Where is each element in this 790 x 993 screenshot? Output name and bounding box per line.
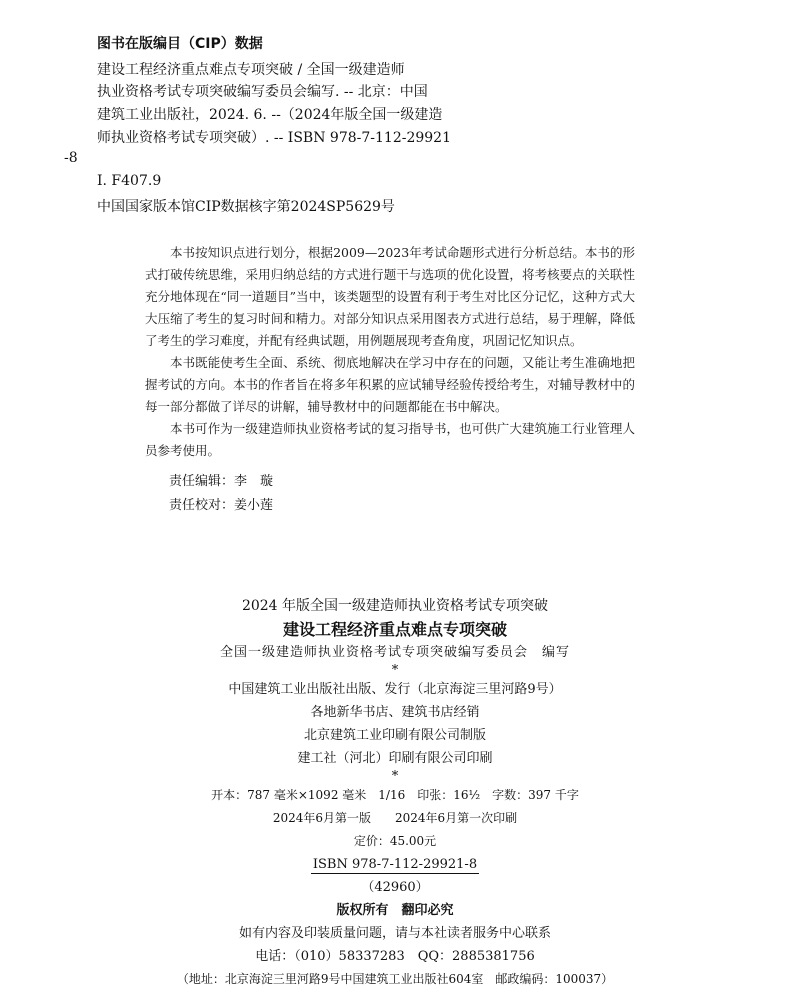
distributor: 各地新华书店、建筑书店经销	[310, 705, 480, 720]
summary-paragraph-3: 本书可作为一级建造师执业资格考试的复习指导书，也可供广大建筑施工行业管理人员参考使用。	[145, 421, 635, 458]
contact-phone: 电话：（010）58337283 QQ：2885381756	[255, 949, 535, 964]
isbn-text: ISBN 978-7-112-29921-8	[312, 857, 478, 872]
typesetter: 北京建筑工业印刷有限公司制版	[303, 728, 486, 743]
copyright-notice: 版权所有 翻印必究	[336, 903, 454, 918]
colophon	[0, 595, 790, 991]
printer: 建工社（河北）印刷有限公司印刷	[297, 751, 493, 766]
series-title: 2024 年版全国一级建造师执业资格考试专项突破	[241, 598, 549, 614]
cip-record-number: 中国国家版本馆CIP数据核字第2024SP5629号	[97, 199, 395, 215]
cip-line-4: 师执业资格考试专项突破）. -- ISBN 978-7-112-29921	[97, 130, 451, 146]
price: 定价：45.00元	[353, 834, 437, 848]
edition-info: 2024年6月第一版 2024年6月第一次印刷	[272, 811, 518, 825]
responsible-editor: 责任编辑：李 璇	[169, 474, 274, 489]
cip-line-3: 建筑工业出版社，2024. 6. --（2024年版全国一级建造	[97, 107, 443, 123]
cip-line-5: -8	[64, 150, 78, 166]
book-title: 建设工程经济重点难点专项突破	[282, 620, 507, 639]
separator-star-2: *	[391, 769, 399, 784]
summary-paragraph-1: 本书按知识点进行划分，根据2009—2023年考试命题形式进行分析总结。本书的形式打破传统思维，采用归纳总结的方式进行题干与选项的优化设置，将考核要点的关联性充分地体现在“同一道题目”当中，该类题型的设置有利于考生对比区分记忆，这种方式大大压缩了考生的复习时间和精力。对部分知识点采用图表方式进行总结，易于理解，降低了考生的学习难度，并配有经典试题，用例题展现考查角度，巩固记忆知识点。	[145, 245, 635, 348]
cip-line-2: 执业资格考试专项突破编写委员会编写. -- 北京：中国	[97, 84, 428, 100]
compiler: 全国一级建造师执业资格考试专项突破编写委员会 编写	[219, 645, 570, 660]
summary-paragraph-2: 本书既能使考生全面、系统、彻底地解决在学习中存在的问题，又能让考生准确地把握考试的方向。本书的作者旨在将多年积累的应试辅导经验传授给考生，对辅导教材中的每一部分都做了详尽的讲解，辅导教材中的问题都能在书中解决。	[145, 355, 635, 414]
book-code: （42960）	[361, 880, 429, 895]
publisher: 中国建筑工业出版社出版、发行（北京海淀三里河路9号）	[228, 682, 562, 697]
book-format: 开本：787 毫米×1092 毫米 1/16 印张：16½ 字数：397 千字	[211, 788, 579, 802]
responsible-proofreader: 责任校对：姜小莲	[169, 498, 274, 513]
cip-heading: 图书在版编目（CIP）数据	[97, 36, 263, 52]
isbn	[0, 853, 790, 876]
quality-notice: 如有内容及印装质量问题，请与本社读者服务中心联系	[238, 926, 551, 941]
separator-star-1: *	[391, 663, 399, 678]
publisher-address: （地址：北京海淀三里河路9号中国建筑工业出版社604室 邮政编码：100037）	[176, 972, 614, 986]
book-summary	[145, 242, 635, 462]
cip-classification: Ⅰ. F407.9	[97, 173, 162, 189]
cip-line-1: 建设工程经济重点难点专项突破 / 全国一级建造师	[97, 62, 405, 78]
